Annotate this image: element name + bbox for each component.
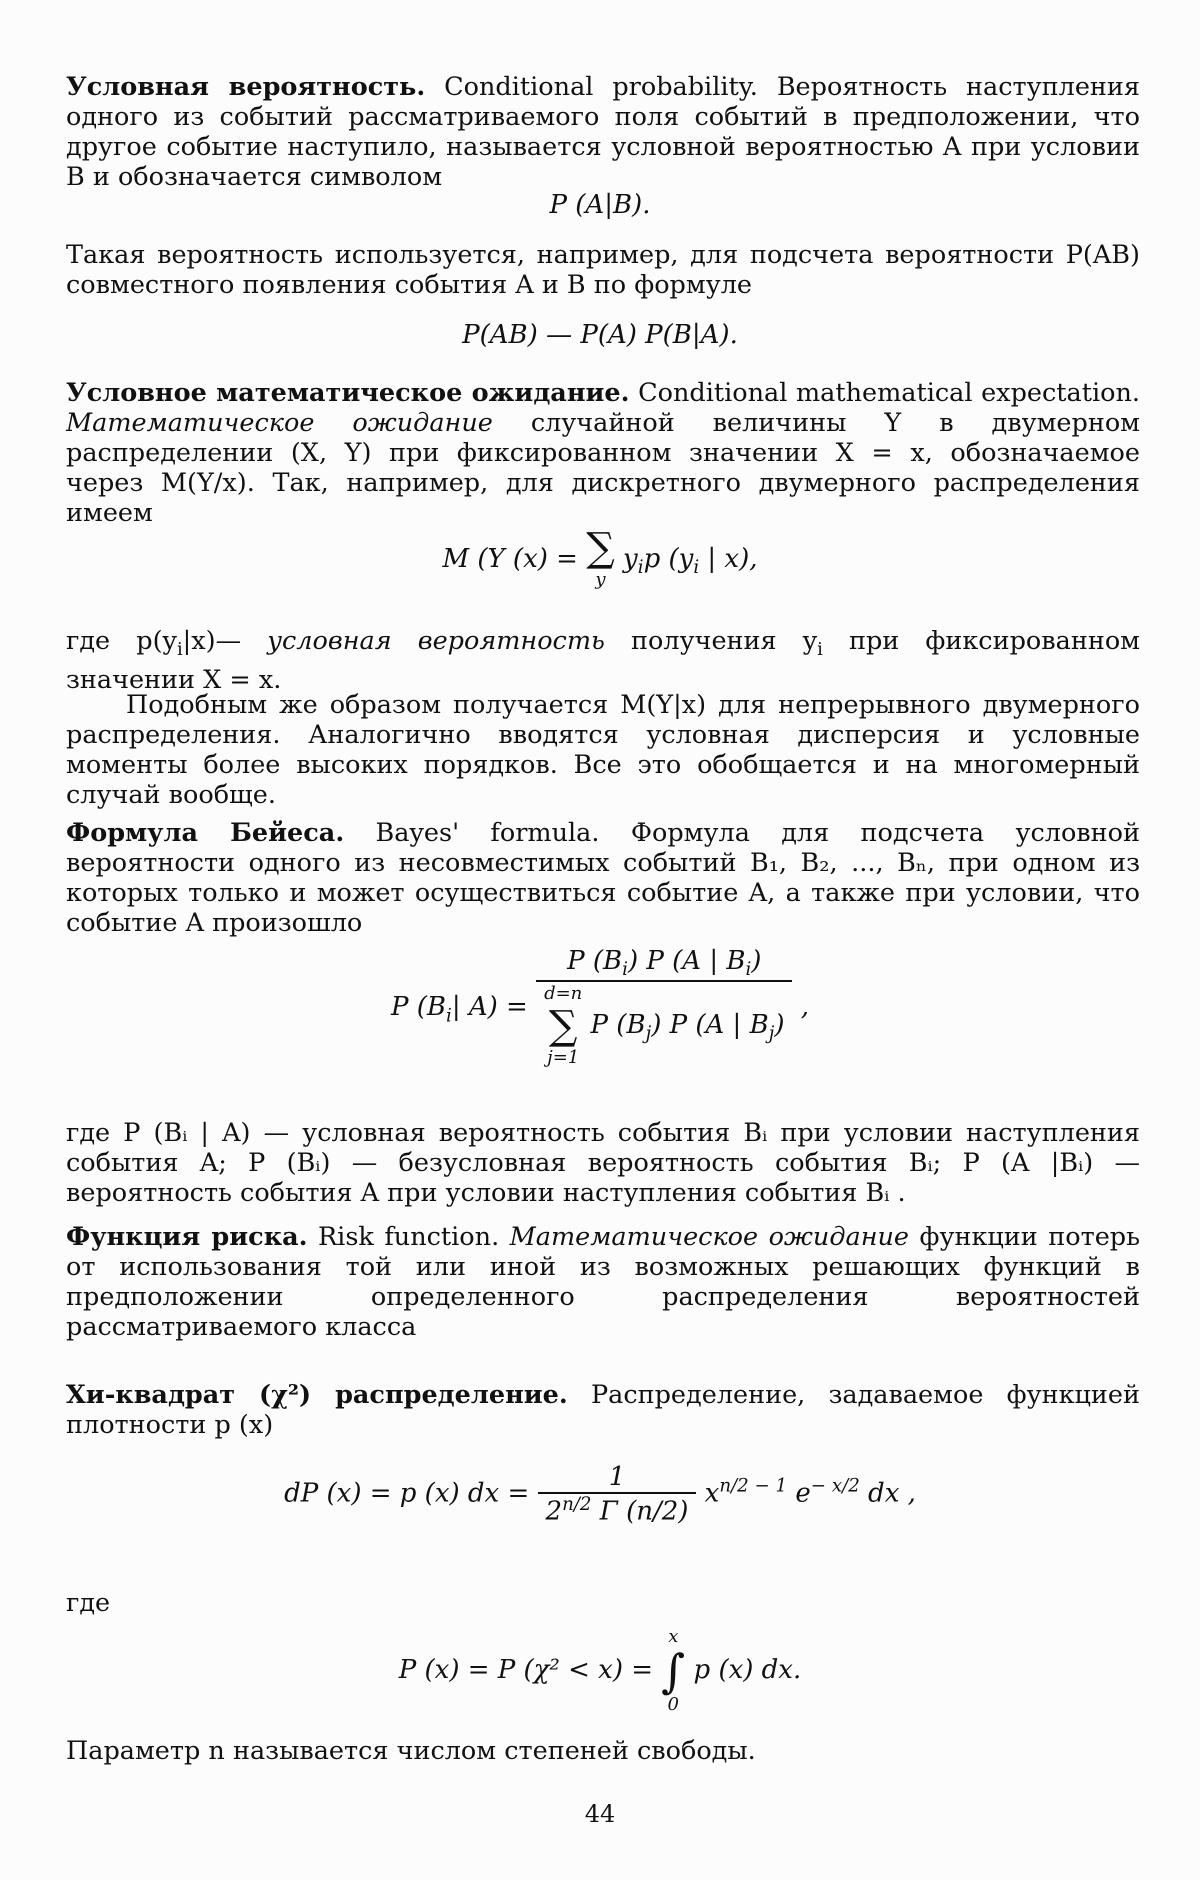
risk-text: функции потерь от использования той или иной из возможных решающих функций в предположении определенного распределения вероятностей рассматриваемого класса	[66, 1222, 1140, 1342]
chi2-f1-den	[538, 1494, 697, 1527]
chi2-den-gamma: Γ (n/2)	[600, 1497, 689, 1527]
sigma-symbol: ∑	[544, 1006, 582, 1046]
ce-text2-c-sub: i	[817, 639, 823, 660]
risk-paragraph	[66, 1222, 1140, 1342]
chi2-paragraph	[66, 1380, 1140, 1440]
bayes-left: P (B	[391, 992, 446, 1022]
risk-italic-lead: Математическое ожидание	[510, 1222, 909, 1252]
bayes-den-sub2: j	[769, 1023, 775, 1044]
ce-text2-d: при фиксированном значении X = x.	[66, 626, 1140, 695]
bayes-sum-lower: j=1	[544, 1046, 582, 1070]
bayes-den-mid: ) P (A | B	[651, 1010, 768, 1040]
chi2-title-ru: Хи-квадрат (χ²) распределение.	[66, 1380, 568, 1410]
ce-text2-sub: i	[177, 639, 183, 660]
ce-formula-right: y	[623, 544, 638, 574]
cond-prob-text1: Вероятность наступления одного из событий рассматриваемого поля событий в предположении, что другое событие наступило, называется условной вероятностью A при условии B и обозначается символом	[66, 72, 1140, 192]
bayes-numerator	[536, 946, 792, 982]
chi2-where: где	[66, 1588, 1140, 1618]
bayes-num-sub: i	[622, 959, 628, 980]
cond-prob-paragraph	[66, 72, 1140, 192]
bayes-paragraph	[66, 818, 1140, 938]
bayes-den-end: )	[774, 1010, 784, 1040]
chi2-f1-x: x	[705, 1478, 720, 1508]
ce-formula-end: | x),	[699, 544, 757, 574]
bayes-title-ru: Формула Бейеса.	[66, 818, 344, 848]
chi2-den-base: 2	[546, 1497, 563, 1527]
ce-formula-right-sub: i	[638, 557, 644, 578]
chi2-formula2	[0, 1626, 1200, 1716]
cond-expect-paragraph	[66, 378, 1140, 528]
chi2-integral	[661, 1626, 685, 1716]
chi2-formula1	[0, 1462, 1200, 1527]
cond-prob-formula2: P(AB) — P(A) P(B|A).	[0, 320, 1200, 350]
chi2-den-exp: n/2	[562, 1494, 591, 1515]
risk-title-ru: Функция риска.	[66, 1222, 308, 1252]
bayes-den-sub: j	[646, 1023, 652, 1044]
chi2-f1-left: dP (x) = p (x) dx =	[284, 1478, 529, 1508]
cond-expect-formula	[0, 528, 1200, 592]
bayes-den-a: P (B	[591, 1010, 646, 1040]
chi2-f1-e-exp: − x/2	[811, 1476, 860, 1497]
bayes-num-sub2: i	[745, 959, 751, 980]
bayes-num-mid: ) P (A | B	[628, 946, 745, 976]
cond-expect-italic-lead: Математическое ожидание	[66, 408, 493, 438]
sigma-symbol: ∑	[586, 528, 615, 568]
ce-sum-lower: y	[586, 568, 615, 592]
bayes-denominator	[536, 982, 792, 1070]
cond-expect-paragraph3: Подобным же образом получается M(Y|x) для непрерывного двумерного распределения. Аналогично вводятся условная дисперсия и условные моменты более высоких порядков. Все это обобщается и на многомерный случай вообще.	[66, 690, 1140, 810]
ce-formula-tail-sub: i	[693, 557, 699, 578]
bayes-paragraph2: где P (Bᵢ | A) — условная вероятность события Bᵢ при условии наступления события A; P (Bᵢ) — безусловная вероятность события Bᵢ; P (A |Bᵢ) — вероятность события A при условии наступления события Bᵢ .	[66, 1118, 1140, 1208]
bayes-sum-operator	[544, 982, 582, 1070]
bayes-left-sub: i	[446, 1005, 452, 1026]
ce-formula-tail: p (y	[644, 544, 694, 574]
bayes-num-end: )	[751, 946, 761, 976]
chi2-int-lower: 0	[661, 1694, 685, 1716]
bayes-num-a: P (B	[567, 946, 622, 976]
chi2-int-upper: x	[661, 1626, 685, 1648]
cond-prob-title-ru: Условная вероятность.	[66, 72, 425, 102]
bayes-formula	[0, 946, 1200, 1070]
chi2-f1-fraction	[538, 1462, 697, 1527]
chi2-f2-right: p (x) dx.	[694, 1655, 802, 1685]
ce-text2-italic: условная вероятность	[267, 626, 605, 656]
ce-text2-a: где p(y	[66, 626, 177, 656]
integral-symbol: ∫	[661, 1648, 685, 1694]
page-number: 44	[0, 1800, 1200, 1828]
chi2-f1-num: 1	[538, 1462, 697, 1494]
cond-expect-paragraph2	[66, 626, 1140, 695]
ce-text2-c: получения y	[631, 626, 817, 656]
chi2-f1-end: dx ,	[868, 1478, 916, 1508]
chi2-f1-x-exp: n/2 − 1	[719, 1476, 787, 1497]
chi2-paragraph2: Параметр n называется числом степеней свободы.	[66, 1736, 1140, 1766]
bayes-title-en: Bayes' formula.	[376, 818, 600, 848]
ce-formula-left: M (Y (x) =	[442, 544, 577, 574]
chi2-text1: Распределение, задаваемое функцией плотности p (x)	[66, 1380, 1140, 1440]
cond-expect-title-en: Conditional mathematical expectation.	[638, 378, 1140, 408]
cond-prob-title-en: Conditional probability.	[444, 72, 758, 102]
bayes-fraction	[536, 946, 792, 1070]
cond-prob-formula1: P (A|B).	[0, 190, 1200, 220]
chi2-f1-e: e	[795, 1478, 810, 1508]
bayes-text1: Формула для подсчета условной вероятности одного из несовместимых событий B₁, B₂, ..., Bₙ, при одном из которых только и может осуществиться событие A, а также при условии, что событие A произошло	[66, 818, 1140, 938]
cond-prob-paragraph2: Такая вероятность используется, например, для подсчета вероятности P(AB) совместного появления события A и B по формуле	[66, 240, 1140, 300]
bayes-sum-upper: d=n	[544, 982, 582, 1006]
ce-sum-operator	[586, 528, 615, 592]
ce-text2-b: |x)—	[183, 626, 241, 656]
bayes-left-end: | A) =	[452, 992, 528, 1022]
chi2-f2-left: P (x) = P (χ² < x) =	[399, 1655, 653, 1685]
risk-title-en: Risk function.	[318, 1222, 499, 1252]
cond-expect-text1: случайной величины Y в двумерном распределении (X, Y) при фиксированном значении X = x, обозначаемое через M(Y/x). Так, например, для дискретного двумерного распределения имеем	[66, 408, 1140, 528]
document-page	[0, 0, 1200, 1880]
bayes-trailing: ,	[801, 992, 809, 1022]
cond-expect-title-ru: Условное математическое ожидание.	[66, 378, 630, 408]
